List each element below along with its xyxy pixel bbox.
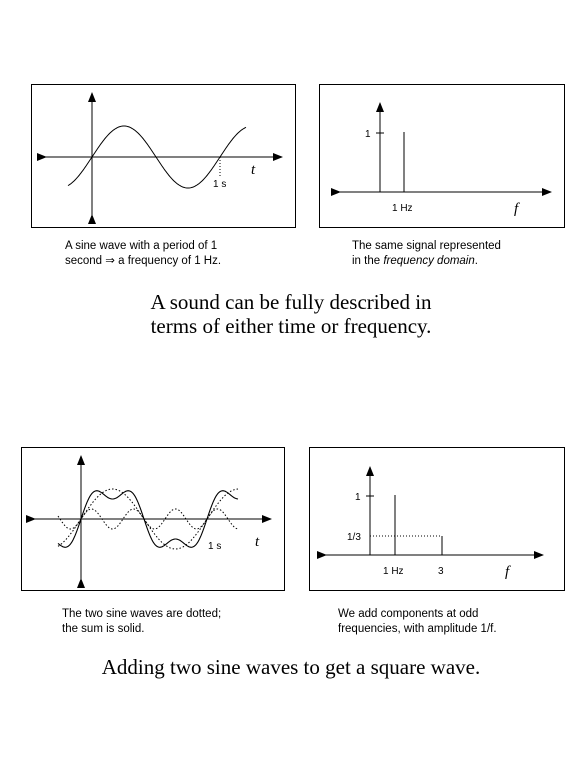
amplitude-label: 1 <box>365 129 371 140</box>
frequency-label-1hz: 1 Hz <box>383 566 404 577</box>
amplitude-label-third: 1/3 <box>347 532 361 543</box>
headline-time-or-frequency: A sound can be fully described in terms of either time or frequency. <box>150 290 432 338</box>
frequency-label-3: 3 <box>438 566 444 577</box>
frequency-axis-label: f <box>505 564 510 580</box>
time-axis-label: t <box>255 534 260 550</box>
period-label: 1 s <box>208 541 222 552</box>
frequency-axis-label: f <box>514 201 519 217</box>
frequency-domain-panel-top <box>319 84 565 228</box>
time-domain-plot-bottom <box>22 448 286 592</box>
frequency-domain-plot-bottom <box>310 448 566 592</box>
frequency-domain-plot-top <box>320 85 566 229</box>
frequency-domain-panel-bottom <box>309 447 565 591</box>
caption-odd-components: We add components at odd frequencies, with amplitude 1/f. <box>338 608 497 635</box>
time-domain-plot-top <box>32 85 297 229</box>
period-label: 1 s <box>213 179 227 190</box>
frequency-label-1hz: 1 Hz <box>392 203 413 214</box>
caption-dotted-and-sum: The two sine waves are dotted; the sum is solid. <box>62 608 222 635</box>
amplitude-label-1: 1 <box>355 492 361 503</box>
caption-frequency-domain: The same signal represented in the frequency domain. <box>352 240 501 267</box>
time-axis-label: t <box>251 162 256 178</box>
time-domain-panel-top <box>31 84 296 228</box>
caption-sine-wave: A sine wave with a period of 1 second ⇒ a frequency of 1 Hz. <box>65 240 222 267</box>
time-domain-panel-bottom <box>21 447 285 591</box>
headline-square-wave: Adding two sine waves to get a square wave. <box>101 655 481 679</box>
